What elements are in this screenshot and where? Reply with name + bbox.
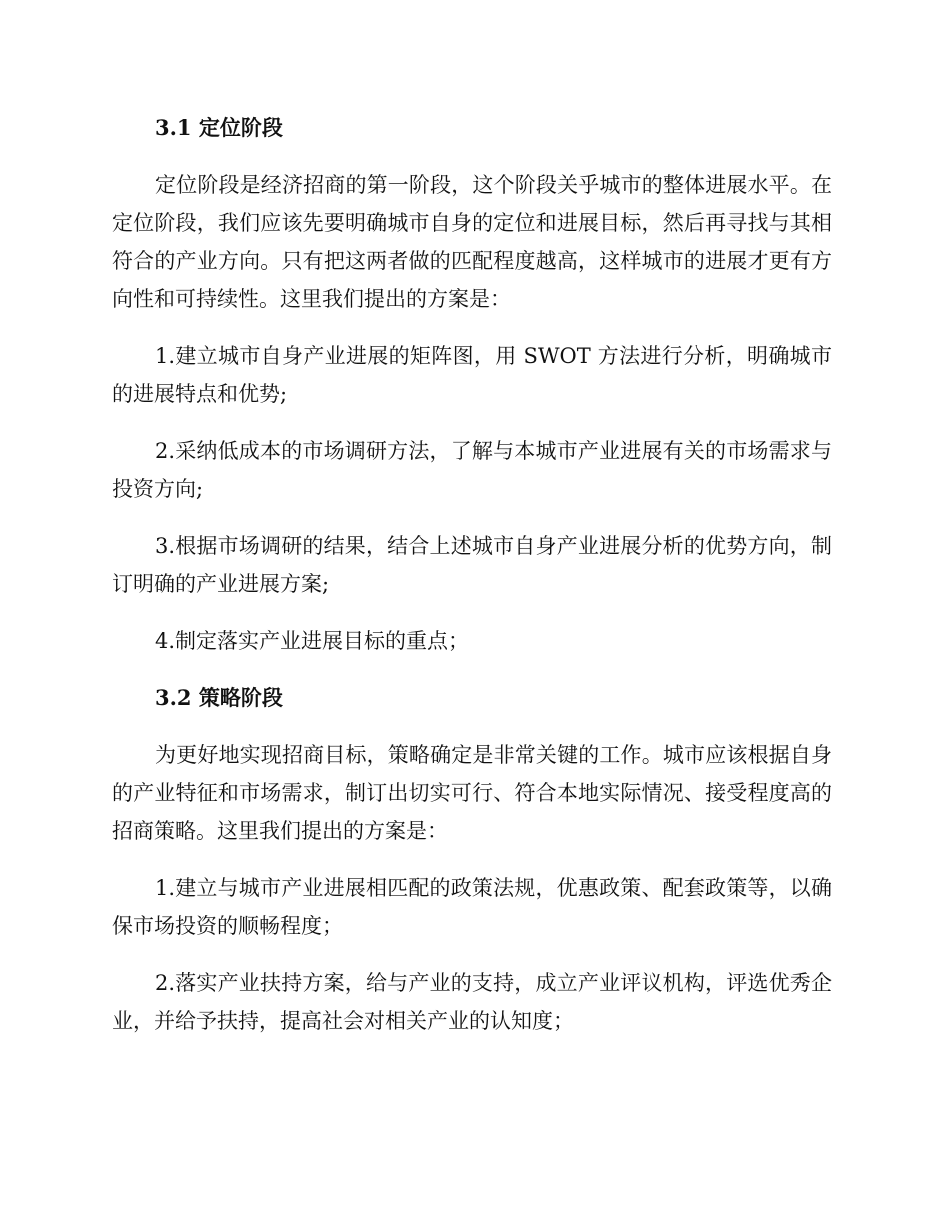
paragraph-intro: 定位阶段是经济招商的第一阶段，这个阶段关乎城市的整体进展水平。在定位阶段，我们应该先要明确城市自身的定位和进展目标，然后再寻找与其相符合的产业方向。只有把这两者做的匹配程度越高，这样城市的进展才更有方向性和可持续性。这里我们提出的方案是： bbox=[112, 173, 832, 311]
list-item-4: 4.制定落实产业进展目标的重点； bbox=[155, 629, 470, 653]
section-heading: 3.1 定位阶段 bbox=[155, 115, 283, 140]
paragraph-intro: 为更好地实现招商目标，策略确定是非常关键的工作。城市应该根据自身的产业特征和市场需求，制订出切实可行、符合本地实际情况、接受程度高的招商策略。这里我们提出的方案是： bbox=[112, 743, 832, 843]
list-item-2: 2.落实产业扶持方案，给与产业的支持，成立产业评议机构，评选优秀企业，并给予扶持，提高社会对相关产业的认知度； bbox=[112, 971, 832, 1033]
list-item-2: 2.采纳低成本的市场调研方法，了解与本城市产业进展有关的市场需求与投资方向; bbox=[112, 439, 832, 501]
section-strategy bbox=[112, 679, 832, 1040]
section-heading: 3.2 策略阶段 bbox=[155, 685, 283, 710]
section-positioning bbox=[112, 109, 832, 660]
list-item-1: 1.建立城市自身产业进展的矩阵图，用 SWOT 方法进行分析，明确城市的进展特点和优势; bbox=[112, 344, 832, 406]
list-item-3: 3.根据市场调研的结果，结合上述城市自身产业进展分析的优势方向，制订明确的产业进展方案; bbox=[112, 534, 832, 596]
list-item-1: 1.建立与城市产业进展相匹配的政策法规，优惠政策、配套政策等，以确保市场投资的顺畅程度； bbox=[112, 876, 832, 938]
